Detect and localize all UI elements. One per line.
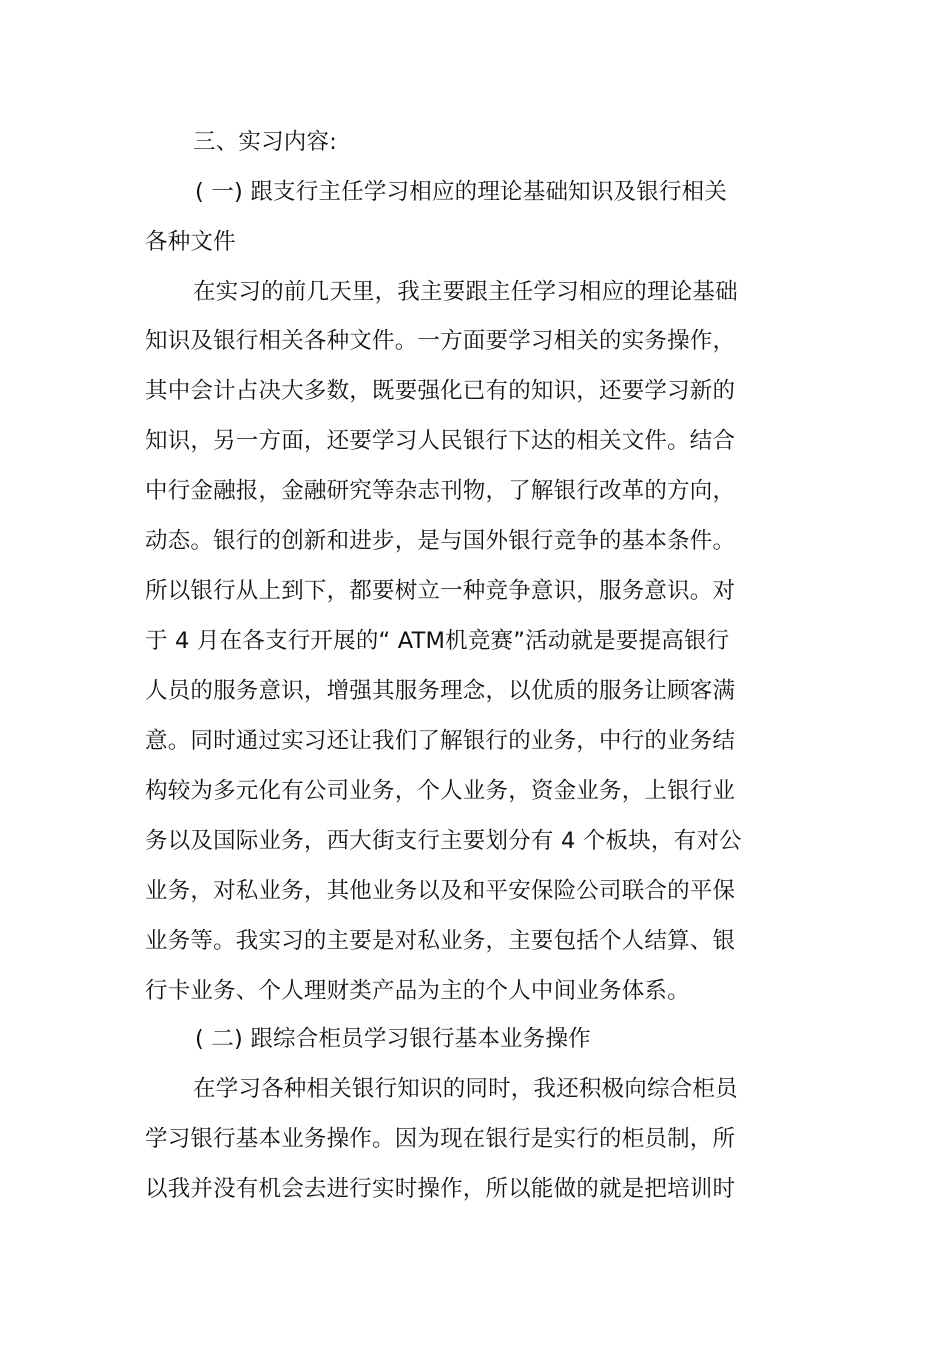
text-line: 中行金融报，金融研究等杂志刊物，了解银行改革的方向， bbox=[145, 478, 736, 504]
text-line: 动态。银行的创新和进步，是与国外银行竞争的基本条件。 bbox=[145, 528, 736, 554]
text-line: 务以及国际业务，西大街支行主要划分有 4 个板块，有对公 bbox=[145, 828, 742, 854]
text-line: 人员的服务意识，增强其服务理念，以优质的服务让顾客满 bbox=[145, 678, 736, 704]
text-line: 其中会计占决大多数，既要强化已有的知识，还要学习新的 bbox=[145, 378, 736, 404]
text-line: 构较为多元化有公司业务，个人业务，资金业务，上银行业 bbox=[145, 778, 736, 804]
text-line: 学习银行基本业务操作。因为现在银行是实行的柜员制，所 bbox=[145, 1126, 736, 1152]
text-line: 在实习的前几天里，我主要跟主任学习相应的理论基础 bbox=[193, 279, 738, 305]
text-line: 知识及银行相关各种文件。一方面要学习相关的实务操作， bbox=[145, 328, 736, 354]
text-line: 业务等。我实习的主要是对私业务，主要包括个人结算、银 bbox=[145, 928, 736, 954]
text-line: 各种文件 bbox=[145, 229, 236, 255]
text-line: 行卡业务、个人理财类产品为主的个人中间业务体系。 bbox=[145, 978, 690, 1004]
text-line: 所以银行从上到下，都要树立一种竞争意识，服务意识。对 bbox=[145, 578, 736, 604]
text-line: 在学习各种相关银行知识的同时，我还积极向综合柜员 bbox=[193, 1076, 738, 1102]
text-line: 意。同时通过实习还让我们了解银行的业务，中行的业务结 bbox=[145, 728, 736, 754]
text-line: 于 4 月在各支行开展的“ ATM机竞赛”活动就是要提高银行 bbox=[145, 628, 730, 654]
text-line: 以我并没有机会去进行实时操作，所以能做的就是把培训时 bbox=[145, 1176, 736, 1202]
subsection-heading-2: ( 二) 跟综合柜员学习银行基本业务操作 bbox=[195, 1026, 591, 1052]
section-heading-internship-content: 三、实习内容: bbox=[193, 129, 337, 155]
text-line: 知识，另一方面，还要学习人民银行下达的相关文件。结合 bbox=[145, 428, 736, 454]
subsection-heading-1: ( 一) 跟支行主任学习相应的理论基础知识及银行相关 bbox=[195, 179, 728, 205]
text-line: 业务，对私业务，其他业务以及和平安保险公司联合的平保 bbox=[145, 878, 736, 904]
